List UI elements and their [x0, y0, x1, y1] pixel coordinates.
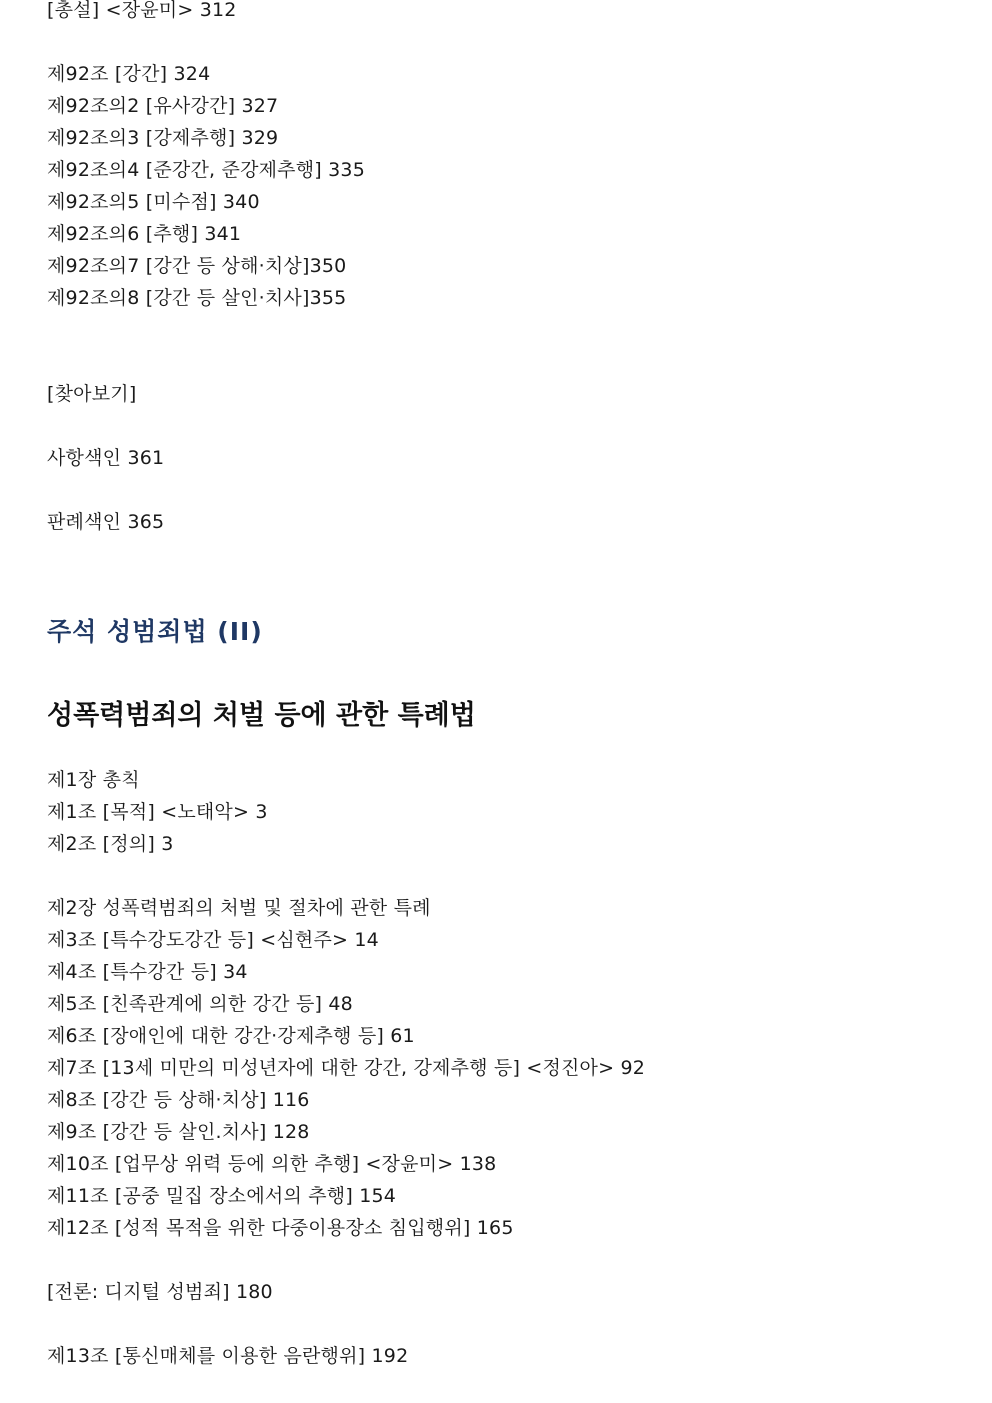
toc-entry: 제10조 [업무상 위력 등에 의한 추행] <장윤미> 138 [47, 1153, 497, 1175]
toc-entry: 제12조 [성적 목적을 위한 다중이용장소 침입행위] 165 [47, 1217, 514, 1239]
toc-entry: 제92조 [강간] 324 [47, 63, 211, 85]
toc-entry: 제8조 [강간 등 상해·치상] 116 [47, 1089, 310, 1111]
toc-entry: 제3조 [특수강도강간 등] <심현주> 14 [47, 929, 379, 951]
subject-index-entry: 사항색인 361 [47, 447, 165, 469]
toc-entry: 제92조의4 [준강간, 준강제추행] 335 [47, 159, 366, 181]
toc-entry: 제13조 [통신매체를 이용한 음란행위] 192 [47, 1345, 409, 1367]
toc-entry: 제6조 [장애인에 대한 강간·강제추행 등] 61 [47, 1025, 415, 1047]
toc-entry: 제4조 [특수강간 등] 34 [47, 961, 248, 983]
toc-page [47, 0, 952, 1372]
chapter-title: 제2장 성폭력범죄의 처벌 및 절차에 관한 특례 [47, 897, 431, 919]
toc-entry-digital: [전론: 디지털 성범죄] 180 [47, 1281, 273, 1303]
toc-entry: 제11조 [공중 밀집 장소에서의 추행] 154 [47, 1185, 397, 1207]
toc-entry: 제92조의2 [유사강간] 327 [47, 95, 279, 117]
index-heading: [찾아보기] [47, 383, 137, 405]
toc-entry: 제92조의7 [강간 등 상해·치상]350 [47, 255, 347, 277]
law-title: 성폭력범죄의 처벌 등에 관한 특례법 [47, 700, 476, 731]
toc-entry: 제92조의8 [강간 등 살인·치사]355 [47, 287, 347, 309]
toc-entry: 제92조의5 [미수점] 340 [47, 191, 260, 213]
toc-entry: 제2조 [정의] 3 [47, 833, 174, 855]
case-index-entry: 판례색인 365 [47, 511, 165, 533]
toc-entry: 제7조 [13세 미만의 미성년자에 대한 강간, 강제추행 등] <정진아> 92 [47, 1057, 646, 1079]
toc-entry: 제92조의6 [추행] 341 [47, 223, 242, 245]
toc-entry: 제1조 [목적] <노태악> 3 [47, 801, 268, 823]
toc-entry-general: [총설] <장윤미> 312 [47, 0, 237, 21]
toc-entry: 제9조 [강간 등 살인.치사] 128 [47, 1121, 310, 1143]
toc-entry: 제92조의3 [강제추행] 329 [47, 127, 279, 149]
chapter-title: 제1장 총칙 [47, 769, 140, 791]
volume-title: 주석 성범죄법 (II) [47, 617, 263, 646]
toc-entry: 제5조 [친족관계에 의한 강간 등] 48 [47, 993, 353, 1015]
